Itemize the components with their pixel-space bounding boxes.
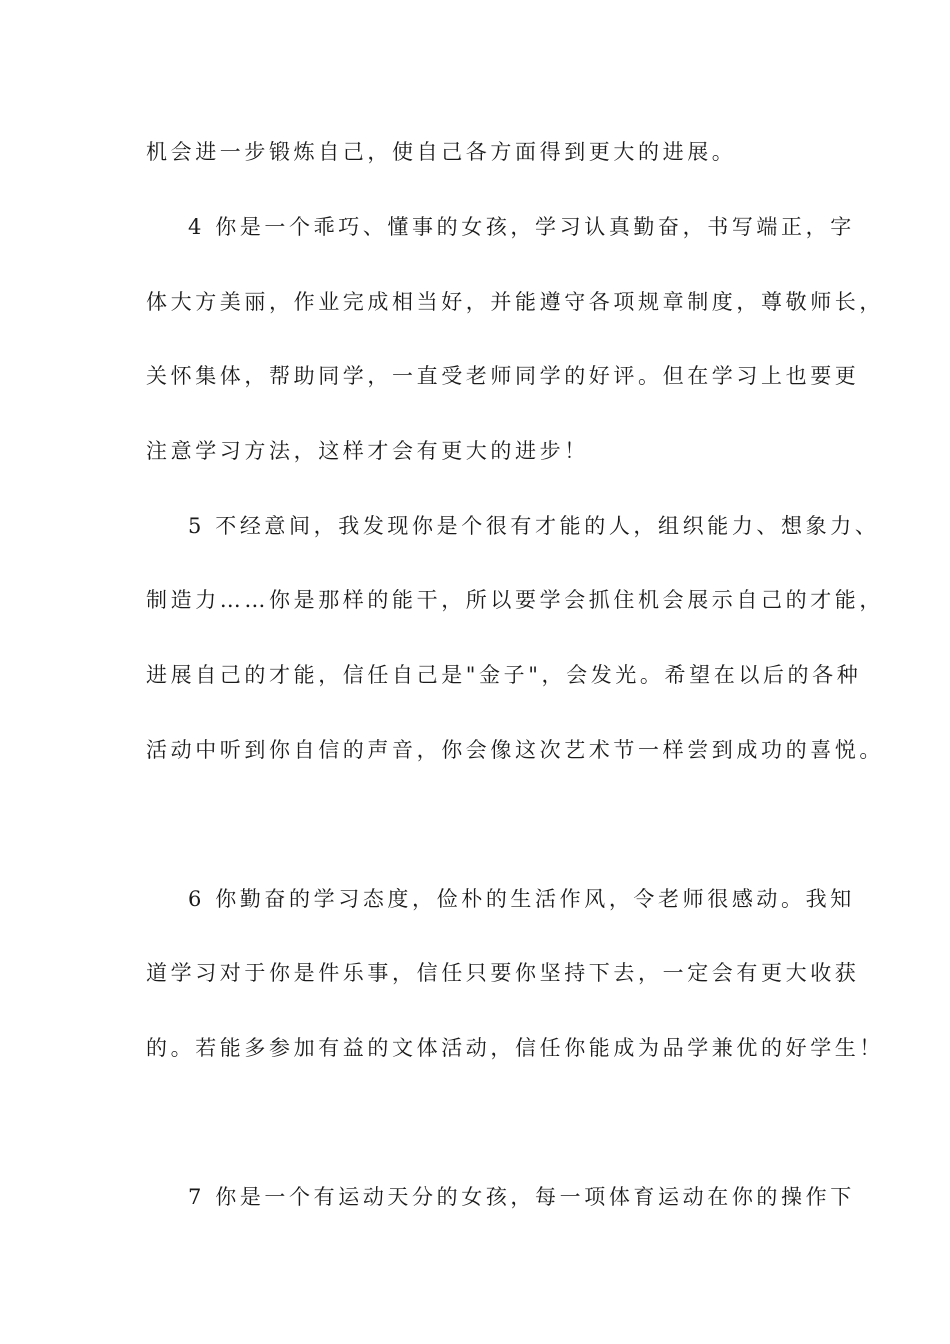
- text-line: 关怀集体，帮助同学，一直受老师同学的好评。但在学习上也要更: [146, 364, 860, 388]
- text-line: 活动中听到你自信的声音，你会像这次艺术节一样尝到成功的喜悦。: [146, 738, 884, 762]
- paragraph-7-first-line: 7 你是一个有运动天分的女孩，每一项体育运动在你的操作下: [188, 1185, 855, 1209]
- text-line: 进展自己的才能，信任自己是"金子"，会发光。希望在以后的各种: [146, 663, 862, 687]
- text-line: 制造力……你是那样的能干，所以要学会抓住机会展示自己的才能，: [146, 588, 884, 612]
- text-line: 注意学习方法，这样才会有更大的进步！: [146, 439, 589, 463]
- text-line: 的。若能多参加有益的文体活动，信任你能成为品学兼优的好学生！: [146, 1036, 884, 1060]
- paragraph-5-first-line: 5 不经意间，我发现你是个很有才能的人，组织能力、想象力、: [188, 514, 880, 538]
- text-line: 机会进一步锻炼自己，使自己各方面得到更大的进展。: [146, 140, 737, 164]
- paragraph-4-first-line: 4 你是一个乖巧、懂事的女孩，学习认真勤奋，书写端正，字: [188, 215, 855, 239]
- text-line: 体大方美丽，作业完成相当好，并能遵守各项规章制度，尊敬师长，: [146, 290, 884, 314]
- text-line: 道学习对于你是件乐事，信任只要你坚持下去，一定会有更大收获: [146, 961, 860, 985]
- paragraph-6-first-line: 6 你勤奋的学习态度，俭朴的生活作风，令老师很感动。我知: [188, 887, 855, 911]
